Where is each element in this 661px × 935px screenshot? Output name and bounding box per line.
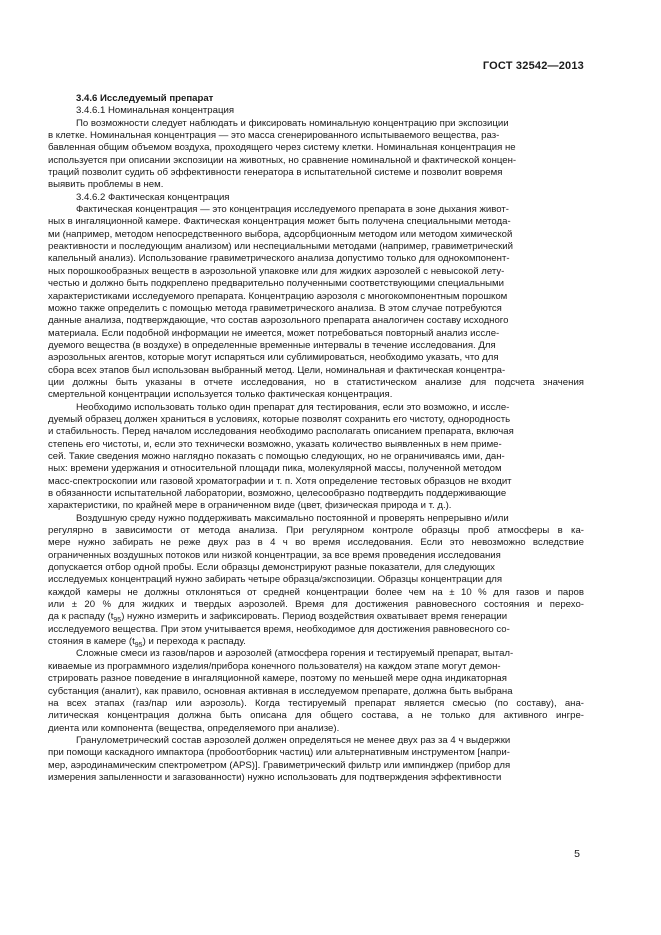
paragraph-line: Необходимо использовать только один препарат для тестирования, если это возможно, и иссле- [76, 401, 510, 413]
paragraph-line: да к распаду $(t_{95})$ нужно измерить и зафиксировать. Период воздействия охватывает время генерации [48, 611, 508, 624]
paragraph-line: диента или компонента (вещества, определяемого при анализе). [48, 722, 340, 734]
paragraph-line: степень его чистоты, и, если это технически возможно, указать количество выявленных в нем приме- [48, 438, 502, 450]
paragraph-line: Фактическая концентрация — это концентрация исследуемого препарата в зоне дыхания живот- [76, 204, 509, 216]
paragraph-line: По возможности следует наблюдать и фиксировать номинальную концентрацию при экспозиции [76, 117, 509, 129]
paragraph-line: или ± 20 % для жидких и твердых аэрозолей. Время для достижения равновесного состояния и перехо- [48, 599, 584, 611]
paragraph-line: характеристики, по крайней мере в ограниченном виде (цвет, физическая природа и т. д.). [48, 500, 452, 512]
paragraph-line: бавленная общим объемом воздуха, проходящего через систему клетки. Номинальная концентрация не [48, 142, 516, 154]
paragraph-line: и стабильность. Перед началом исследования необходимо располагать описанием препарата, включая [48, 426, 514, 438]
paragraph-line: можно также определить с помощью метода гравиметрического анализа. В этом случае потребуются [48, 302, 502, 314]
paragraph-line: при помощи каскадного импактора (пробоотборник частиц) или альтернативным инструментом [напри- [48, 747, 510, 759]
paragraph-line: сбора всех этапов был использован выбранный метод. Цели, номинальная и фактическая концентра- [48, 364, 506, 376]
paragraph-line: в клетке. Номинальная концентрация — это масса сгенерированного испытываемого вещества, раз- [48, 130, 500, 142]
paragraph-line: траций позволит судить об эффективности генератора в испытательной системе и позволит вовремя [48, 167, 503, 179]
page-number: 5 [574, 848, 580, 860]
paragraph-line: исследуемого вещества. При этом учитывается время, необходимое для достижения равновесного со- [48, 623, 510, 635]
paragraph-line: ограниченных воздушных потоков или низкой концентрации, за все время проведения исследования [48, 549, 501, 561]
paragraph-line: ных: времени удержания и относительной площади пика, молекулярной массы, полученной методом [48, 463, 502, 475]
paragraph-line: в обязанности испытательной лаборатории, возможно, целесообразно подтвердить поддерживающие [48, 488, 507, 499]
paragraph-line: выявить проблемы в нем. [48, 179, 164, 191]
paragraph-line: капельный анализ). Использование гравиметрического анализа допустимо только для однокомпонент- [48, 253, 510, 265]
paragraph-line: стояния в камере $(t_{95})$ и перехода к распаду. [48, 636, 246, 649]
paragraph-line: смертельной концентрации используется только фактическая концентрация. [48, 389, 393, 401]
paragraph-line: Воздушную среду нужно поддерживать максимально постоянной и проверять непрерывно и/или [76, 512, 509, 524]
paragraph-line: стрировать разное поведение в ингаляционной камере, поэтому по меньшей мере одна индикаторная [48, 673, 507, 685]
paragraph-line: ми (например, методом непосредственного выбора, адсорбционным методом или методом химической [48, 228, 513, 240]
paragraph-line: дуемый образец должен храниться в условиях, которые позволят сохранить его чистоту, однородность [48, 413, 511, 425]
paragraph-line: масс-спектроскопии или газовой хроматографии и т. п. Хотя определение тестовых образцов не входит [48, 475, 512, 487]
section-heading: 3.4.6 Исследуемый препарат [76, 93, 214, 104]
paragraph-line: мере нужно забирать не реже двух раз в 4 ч во время исследования. Если это невозможно вследствие [48, 537, 584, 549]
paragraph-line: субстанция (аналит), как правило, основная активная в исследуемом препарате, должна быть выбрана [48, 685, 513, 697]
paragraph-line: исследуемых концентраций нужно забирать четыре образца/экспозиции. Образцы концентрации для [48, 574, 503, 586]
paragraph-line: используется при описании экспозиции на животных, но сравнение номинальной и фактической концен- [48, 154, 517, 166]
paragraph-line: киваемые из программного изделия/прибора конечного пользователя) на каждом этапе могут демон- [48, 660, 501, 672]
paragraph-line: регулярно в зависимости от метода анализа. При регулярном контроле образцы проб атмосферы в ка- [48, 525, 584, 537]
subsection-heading: 3.4.6.1 Номинальная концентрация [76, 105, 235, 117]
paragraph-line: данные анализа, подтверждающие, что состав аэрозольного препарата аналогичен составу исходного [48, 315, 509, 327]
paragraph-line: честью и должно быть подкреплено предварительно полученными соответствующими специальными [48, 278, 504, 290]
subsection-heading: 3.4.6.2 Фактическая концентрация [76, 191, 230, 203]
paragraph-line: ных в ингаляционной камере. Фактическая концентрация может быть получена специальными метода- [48, 216, 511, 228]
paragraph-line: измерения запыленности и загазованности) нужно использовать для подтверждения эффективности [48, 771, 502, 783]
standard-number: ГОСТ 32542—2013 [482, 60, 584, 72]
paragraph-line: аэрозольных агентов, которые могут испаряться или сублимироваться, необходимо указать, что для [48, 352, 499, 364]
paragraph-line: сей. Такие сведения можно наглядно показать с помощью следующих, но не ограничиваясь ими, дан- [48, 450, 505, 462]
paragraph-line: ных порошкообразных веществ в аэрозольной упаковке или для жидких аэрозолей с невысокой лету- [48, 265, 505, 277]
paragraph-line: характеристиками исследуемого препарата. Концентрацию аэрозоля с многокомпонентным порошком [48, 290, 508, 302]
document-body [48, 93, 584, 784]
paragraph-line: Сложные смеси из газов/паров и аэрозолей (атмосфера горения и тестируемый препарат, вытал- [76, 648, 514, 660]
paragraph-line: мер, аэродинамическим спектрометром (APS)]. Гравиметрический фильтр или импинджер (прибор для [48, 759, 511, 771]
paragraph-line: литическая концентрация должна быть описана для общего состава, а не только для активного ингре- [48, 710, 584, 722]
paragraph-line: дуемого вещества (в воздухе) в определенные временные интервалы в течение исследования. Для [48, 339, 496, 351]
paragraph-line: материала. Если подобной информации не имеется, может потребоваться повторный анализ иссле- [48, 327, 500, 339]
paragraph-line: на всех этапах (газ/пар или аэрозоль). Когда тестируемый препарат является смесью (по составу), ана- [48, 697, 584, 709]
paragraph-line: допускается отбор одной пробы. Если образцы демонстрируют разные показатели, для следующих [48, 562, 495, 574]
paragraph-line: Гранулометрический состав аэрозолей должен определяться не менее двух раз за 4 ч выдержки [76, 734, 511, 746]
paragraph-line: реактивности и последующим анализом) или неспециальными методами (например, гравиметрический [48, 241, 514, 253]
paragraph-line: каждой камеры не должны отклоняться от средней концентрации более чем на ± 10 % для газов и паров [48, 586, 584, 598]
paragraph-line: ции должны быть указаны в отчете исследования, но в статистическом анализе для подсчета значения [48, 376, 584, 388]
